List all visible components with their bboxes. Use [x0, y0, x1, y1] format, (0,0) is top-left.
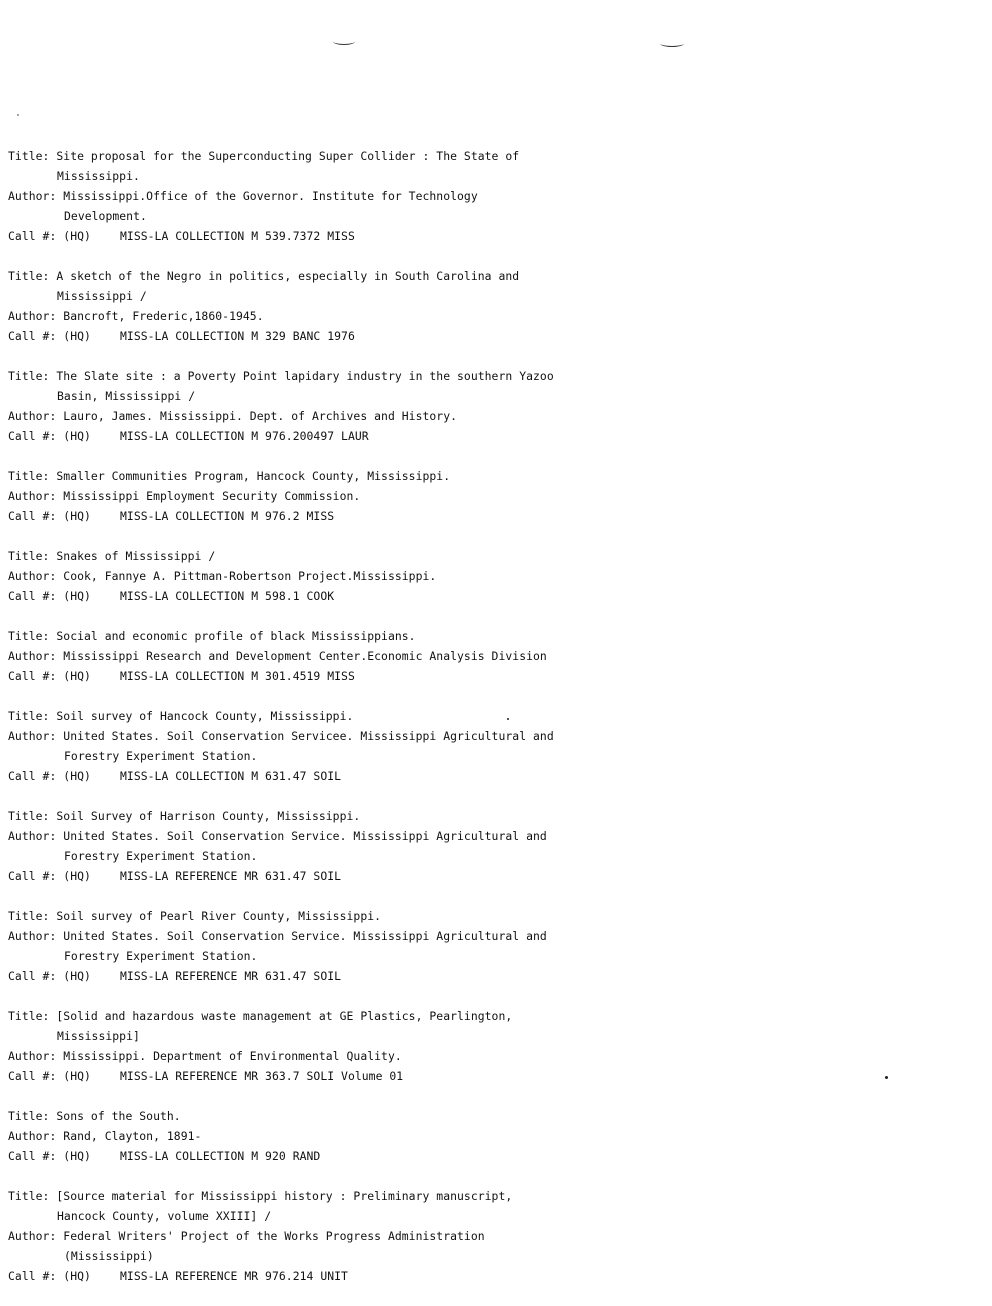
record-title-continuation	[8, 1206, 968, 1226]
record-call-line	[8, 966, 968, 986]
record-title-continuation	[8, 386, 968, 406]
author-label: Author:	[8, 829, 57, 843]
record-call-number: MISS-LA COLLECTION M 329 BANC 1976	[120, 329, 355, 343]
call-label: Call #:	[8, 769, 57, 783]
call-number-prefix	[8, 1266, 120, 1286]
record-author-line	[8, 1126, 968, 1146]
record-title: Soil survey of Pearl River County, Mississippi.	[56, 909, 382, 923]
call-number-prefix	[8, 426, 120, 446]
record-title: Hancock County, volume XXIII] /	[57, 1209, 272, 1223]
title-label: Title:	[8, 1109, 50, 1123]
catalog-record	[8, 546, 968, 606]
record-title-continuation	[8, 1026, 968, 1046]
record-title: Smaller Communities Program, Hancock County, Mississippi.	[56, 469, 451, 483]
record-title: Soil survey of Hancock County, Mississippi.	[56, 709, 354, 723]
call-number-prefix	[8, 766, 120, 786]
record-author-continuation	[8, 946, 968, 966]
call-label: Call #:	[8, 509, 57, 523]
catalog-record	[8, 366, 968, 446]
record-call-line	[8, 326, 968, 346]
record-title-line	[8, 906, 968, 926]
record-author-line	[8, 1226, 968, 1246]
record-title: Mississippi]	[57, 1029, 140, 1043]
record-author-continuation	[8, 1246, 968, 1266]
record-author: Forestry Experiment Station.	[64, 949, 258, 963]
record-author: Mississippi Employment Security Commission.	[63, 489, 361, 503]
record-location: (HQ)	[63, 509, 91, 523]
title-label: Title:	[8, 549, 50, 563]
record-title-line	[8, 1106, 968, 1126]
record-author: Forestry Experiment Station.	[64, 849, 258, 863]
record-title: Mississippi.	[57, 169, 140, 183]
record-title-line	[8, 806, 968, 826]
call-label: Call #:	[8, 669, 57, 683]
record-call-line	[8, 586, 968, 606]
record-title: [Solid and hazardous waste management at GE Plastics, Pearlington,	[56, 1009, 513, 1023]
catalog-record	[8, 906, 968, 986]
title-label: Title:	[8, 909, 50, 923]
catalog-record	[8, 146, 968, 246]
call-label: Call #:	[8, 1269, 57, 1283]
call-label: Call #:	[8, 869, 57, 883]
author-label: Author:	[8, 189, 57, 203]
record-author-continuation	[8, 846, 968, 866]
record-author: Rand, Clayton, 1891-	[63, 1129, 202, 1143]
record-call-number: MISS-LA REFERENCE MR 631.47 SOIL	[120, 869, 342, 883]
call-number-prefix	[8, 1146, 120, 1166]
record-location: (HQ)	[63, 429, 91, 443]
record-title-continuation	[8, 166, 968, 186]
record-location: (HQ)	[63, 589, 91, 603]
catalog-record	[8, 1006, 968, 1086]
catalog-record	[8, 1106, 968, 1166]
call-number-prefix	[8, 966, 120, 986]
record-title-line	[8, 266, 968, 286]
title-label: Title:	[8, 629, 50, 643]
call-number-prefix	[8, 1066, 120, 1086]
author-label: Author:	[8, 929, 57, 943]
record-title: Sons of the South.	[56, 1109, 181, 1123]
record-call-line	[8, 506, 968, 526]
title-label: Title:	[8, 469, 50, 483]
catalog-record	[8, 466, 968, 526]
record-author: Bancroft, Frederic,1860-1945.	[63, 309, 264, 323]
call-label: Call #:	[8, 429, 57, 443]
record-call-line	[8, 1266, 968, 1286]
record-author-line	[8, 1046, 968, 1066]
record-call-line	[8, 766, 968, 786]
catalog-record	[8, 806, 968, 886]
author-label: Author:	[8, 489, 57, 503]
record-call-number: MISS-LA COLLECTION M 301.4519 MISS	[120, 669, 355, 683]
record-author: Development.	[64, 209, 147, 223]
author-label: Author:	[8, 649, 57, 663]
record-location: (HQ)	[63, 1069, 91, 1083]
author-label: Author:	[8, 409, 57, 423]
record-author: Cook, Fannye A. Pittman-Robertson Project.Mississippi.	[63, 569, 437, 583]
record-author: United States. Soil Conservation Servicee. Mississippi Agricultural and	[63, 729, 554, 743]
record-title-line	[8, 546, 968, 566]
record-title: Social and economic profile of black Mississippians.	[56, 629, 416, 643]
title-label: Title:	[8, 369, 50, 383]
record-call-line	[8, 666, 968, 686]
record-call-number: MISS-LA REFERENCE MR 363.7 SOLI Volume 01	[120, 1069, 404, 1083]
record-author: Mississippi. Department of Environmental Quality.	[63, 1049, 402, 1063]
record-author: (Mississippi)	[64, 1249, 154, 1263]
record-title: Basin, Mississippi /	[57, 389, 196, 403]
record-location: (HQ)	[63, 669, 91, 683]
title-label: Title:	[8, 149, 50, 163]
call-number-prefix	[8, 586, 120, 606]
record-author: United States. Soil Conservation Service. Mississippi Agricultural and	[63, 929, 547, 943]
record-call-line	[8, 226, 968, 246]
record-title-line	[8, 1006, 968, 1026]
call-label: Call #:	[8, 589, 57, 603]
title-label: Title:	[8, 1189, 50, 1203]
call-label: Call #:	[8, 969, 57, 983]
record-call-number: MISS-LA REFERENCE MR 976.214 UNIT	[120, 1269, 348, 1283]
title-label: Title:	[8, 809, 50, 823]
title-label: Title:	[8, 1009, 50, 1023]
record-title-line	[8, 366, 968, 386]
catalog-record	[8, 266, 968, 346]
author-label: Author:	[8, 1049, 57, 1063]
record-call-number: MISS-LA COLLECTION M 976.200497 LAUR	[120, 429, 369, 443]
record-call-number: MISS-LA COLLECTION M 631.47 SOIL	[120, 769, 342, 783]
record-author: Lauro, James. Mississippi. Dept. of Archives and History.	[63, 409, 458, 423]
author-label: Author:	[8, 569, 57, 583]
record-call-number: MISS-LA COLLECTION M 539.7372 MISS	[120, 229, 355, 243]
record-location: (HQ)	[63, 329, 91, 343]
record-location: (HQ)	[63, 769, 91, 783]
call-number-prefix	[8, 866, 120, 886]
record-author-line	[8, 566, 968, 586]
call-label: Call #:	[8, 229, 57, 243]
record-title-continuation	[8, 286, 968, 306]
record-location: (HQ)	[63, 969, 91, 983]
record-title: [Source material for Mississippi history : Preliminary manuscript,	[56, 1189, 513, 1203]
call-number-prefix	[8, 326, 120, 346]
record-author-line	[8, 726, 968, 746]
record-title: Snakes of Mississippi /	[56, 549, 216, 563]
call-number-prefix	[8, 506, 120, 526]
record-location: (HQ)	[63, 869, 91, 883]
record-author-line	[8, 926, 968, 946]
record-title: A sketch of the Negro in politics, especially in South Carolina and	[56, 269, 520, 283]
record-call-line	[8, 426, 968, 446]
record-author: Mississippi.Office of the Governor. Institute for Technology	[63, 189, 478, 203]
record-call-line	[8, 1066, 968, 1086]
call-number-prefix	[8, 226, 120, 246]
record-title: The Slate site : a Poverty Point lapidary industry in the southern Yazoo	[56, 369, 554, 383]
record-title: Mississippi /	[57, 289, 147, 303]
catalog-record	[8, 1186, 968, 1286]
record-call-number: MISS-LA COLLECTION M 976.2 MISS	[120, 509, 335, 523]
scan-speck	[17, 114, 19, 116]
author-label: Author:	[8, 1229, 57, 1243]
record-author-continuation	[8, 206, 968, 226]
record-author-line	[8, 486, 968, 506]
title-label: Title:	[8, 269, 50, 283]
call-label: Call #:	[8, 1149, 57, 1163]
author-label: Author:	[8, 309, 57, 323]
record-title-line	[8, 626, 968, 646]
record-author: Mississippi Research and Development Center.Economic Analysis Division	[63, 649, 547, 663]
scan-mark-left	[333, 38, 355, 45]
catalog-record	[8, 706, 968, 786]
record-title: Site proposal for the Superconducting Super Collider : The State of	[56, 149, 520, 163]
record-title-line	[8, 466, 968, 486]
record-author-continuation	[8, 746, 968, 766]
call-label: Call #:	[8, 1069, 57, 1083]
record-author-line	[8, 646, 968, 666]
record-title-line	[8, 146, 968, 166]
catalog-record	[8, 626, 968, 686]
record-call-number: MISS-LA COLLECTION M 920 RAND	[120, 1149, 321, 1163]
record-author: Federal Writers' Project of the Works Progress Administration	[63, 1229, 485, 1243]
record-call-number: MISS-LA COLLECTION M 598.1 COOK	[120, 589, 335, 603]
record-author: Forestry Experiment Station.	[64, 749, 258, 763]
record-location: (HQ)	[63, 1149, 91, 1163]
record-call-number: MISS-LA REFERENCE MR 631.47 SOIL	[120, 969, 342, 983]
scan-mark-right	[660, 40, 684, 47]
author-label: Author:	[8, 1129, 57, 1143]
author-label: Author:	[8, 729, 57, 743]
record-author: United States. Soil Conservation Service. Mississippi Agricultural and	[63, 829, 547, 843]
call-label: Call #:	[8, 329, 57, 343]
record-title-line	[8, 706, 968, 726]
record-author-line	[8, 406, 968, 426]
record-author-line	[8, 186, 968, 206]
record-location: (HQ)	[63, 229, 91, 243]
record-author-line	[8, 306, 968, 326]
record-title: Soil Survey of Harrison County, Mississippi.	[56, 809, 361, 823]
record-title-line	[8, 1186, 968, 1206]
title-label: Title:	[8, 709, 50, 723]
record-call-line	[8, 1146, 968, 1166]
record-location: (HQ)	[63, 1269, 91, 1283]
record-author-line	[8, 826, 968, 846]
call-number-prefix	[8, 666, 120, 686]
record-call-line	[8, 866, 968, 886]
catalog-record-list	[8, 146, 968, 1306]
